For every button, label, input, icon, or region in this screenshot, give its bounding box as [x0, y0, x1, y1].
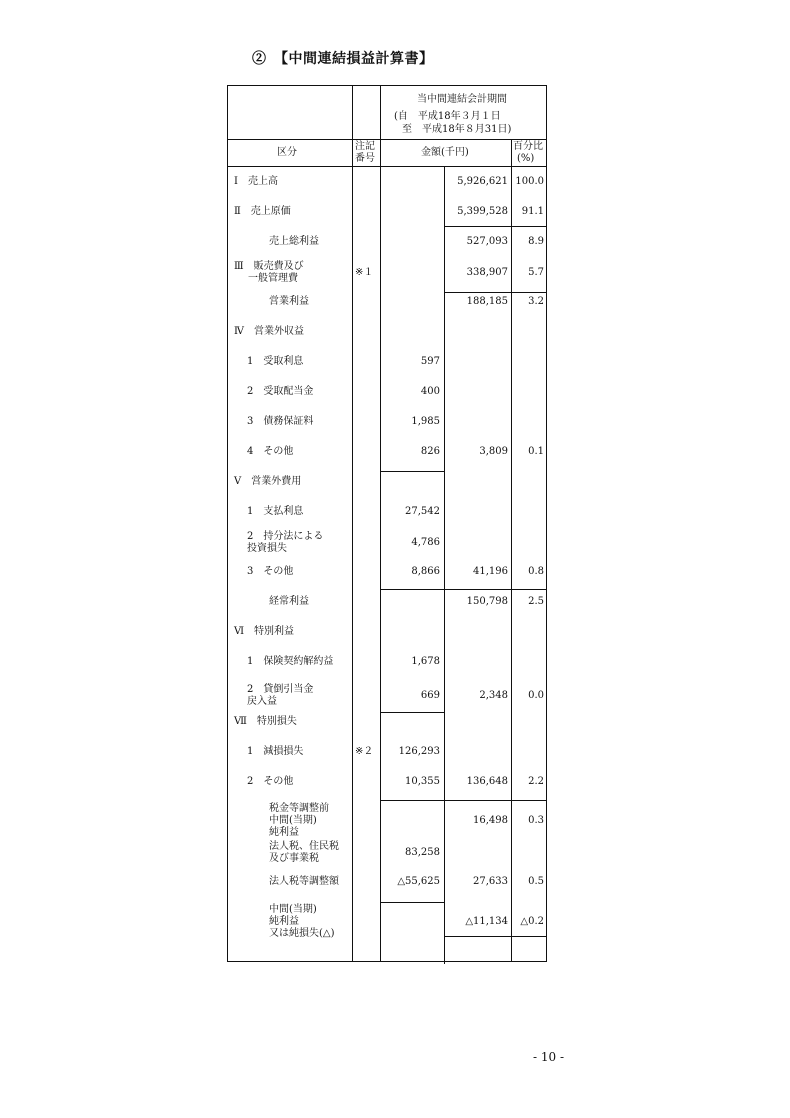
row-label: 2 受取配当金 [247, 386, 314, 397]
col-pct-line1: 百分比 [513, 141, 543, 152]
row-percent: 0.5 [528, 876, 544, 887]
col-category: 区分 [277, 147, 297, 158]
row-label: 1 支払利息 [247, 506, 304, 517]
row-label: Ⅶ 特別損失 [234, 716, 297, 727]
row-label: 1 受取利息 [247, 356, 304, 367]
row-label: 2 持分法による [247, 531, 324, 542]
col-pct-line2: (%) [517, 153, 535, 164]
row-amount-b: 5,926,621 [457, 176, 508, 187]
row-label: 1 減損損失 [247, 746, 304, 757]
row-label: 1 保険契約解約益 [247, 656, 334, 667]
row-label: 税金等調整前 [269, 803, 329, 814]
period-from: (自 平成18年３月１日 [394, 111, 501, 122]
row-label: 一般管理費 [248, 273, 298, 284]
row-label: 中間(当期) [269, 815, 317, 826]
row-label: 投資損失 [247, 543, 287, 554]
row-amount-a: 8,866 [411, 566, 440, 577]
row-label: 及び事業税 [269, 853, 319, 864]
row-amount-a: 10,355 [405, 776, 440, 787]
row-amount-a: 400 [420, 386, 440, 397]
row-label: Ⅰ 売上高 [234, 176, 278, 187]
row-label: Ⅳ 営業外収益 [234, 326, 304, 337]
row-amount-b: 41,196 [473, 566, 508, 577]
page-title: ② 【中間連結損益計算書】 [252, 51, 434, 67]
row-amount-b: 2,348 [479, 690, 508, 701]
row-amount-b: △11,134 [465, 916, 508, 927]
row-amount-a: 83,258 [405, 847, 440, 858]
row-label: 戻入益 [247, 696, 277, 707]
row-label: 経常利益 [269, 596, 309, 607]
row-amount-a: 27,542 [405, 506, 440, 517]
row-label: 売上総利益 [269, 236, 319, 247]
row-amount-a: 669 [420, 690, 440, 701]
row-label: Ⅲ 販売費及び [234, 261, 304, 272]
page-number: - 10 - [533, 1050, 565, 1064]
row-label: Ⅱ 売上原価 [234, 206, 291, 217]
row-label: 3 債務保証料 [247, 416, 314, 427]
row-note: ※１ [355, 267, 374, 278]
row-label: 2 その他 [247, 776, 294, 787]
row-amount-a: 4,786 [411, 537, 440, 548]
row-percent: 0.1 [528, 446, 544, 457]
row-percent: 100.0 [515, 176, 544, 187]
col-amount: 金額(千円) [421, 147, 469, 158]
row-amount-b: 188,185 [466, 296, 508, 307]
row-percent: 5.7 [528, 267, 544, 278]
row-amount-b: 338,907 [466, 267, 508, 278]
row-amount-a: 1,985 [411, 416, 440, 427]
row-note: ※２ [355, 746, 374, 757]
row-label: 法人税、住民税 [269, 841, 339, 852]
row-amount-a: 126,293 [398, 746, 440, 757]
row-percent: △0.2 [520, 916, 544, 927]
row-amount-a: △55,625 [397, 876, 440, 887]
row-label: 純利益 [269, 916, 299, 927]
row-amount-b: 3,809 [479, 446, 508, 457]
row-percent: 3.2 [528, 296, 544, 307]
row-amount-b: 5,399,528 [457, 206, 508, 217]
row-amount-b: 136,648 [466, 776, 508, 787]
row-label: 4 その他 [247, 446, 294, 457]
row-amount-a: 826 [420, 446, 440, 457]
row-label: 純利益 [269, 827, 299, 838]
row-amount-b: 16,498 [473, 815, 508, 826]
col-note-line2: 番号 [355, 153, 375, 164]
row-label: 営業利益 [269, 296, 309, 307]
income-statement-table [227, 85, 547, 962]
row-label: Ⅵ 特別利益 [234, 626, 295, 637]
row-label: 2 貸倒引当金 [247, 684, 314, 695]
row-percent: 8.9 [528, 236, 544, 247]
row-label: 中間(当期) [269, 904, 317, 915]
col-note-line1: 注記 [355, 141, 375, 152]
row-percent: 2.5 [528, 596, 544, 607]
row-percent: 0.3 [528, 815, 544, 826]
row-label: 又は純損失(△) [269, 928, 335, 939]
row-amount-a: 597 [420, 356, 440, 367]
row-amount-b: 150,798 [466, 596, 508, 607]
period-to: 至 平成18年８月31日) [402, 124, 512, 135]
row-label: 3 その他 [247, 566, 294, 577]
row-amount-b: 527,093 [466, 236, 508, 247]
period-title: 当中間連結会計期間 [417, 94, 507, 105]
row-percent: 2.2 [528, 776, 544, 787]
row-percent: 0.0 [528, 690, 544, 701]
row-label: 法人税等調整額 [269, 876, 339, 887]
row-amount-a: 1,678 [411, 656, 440, 667]
row-label: Ⅴ 営業外費用 [234, 476, 302, 487]
row-percent: 0.8 [528, 566, 544, 577]
row-amount-b: 27,633 [473, 876, 508, 887]
row-percent: 91.1 [521, 206, 544, 217]
